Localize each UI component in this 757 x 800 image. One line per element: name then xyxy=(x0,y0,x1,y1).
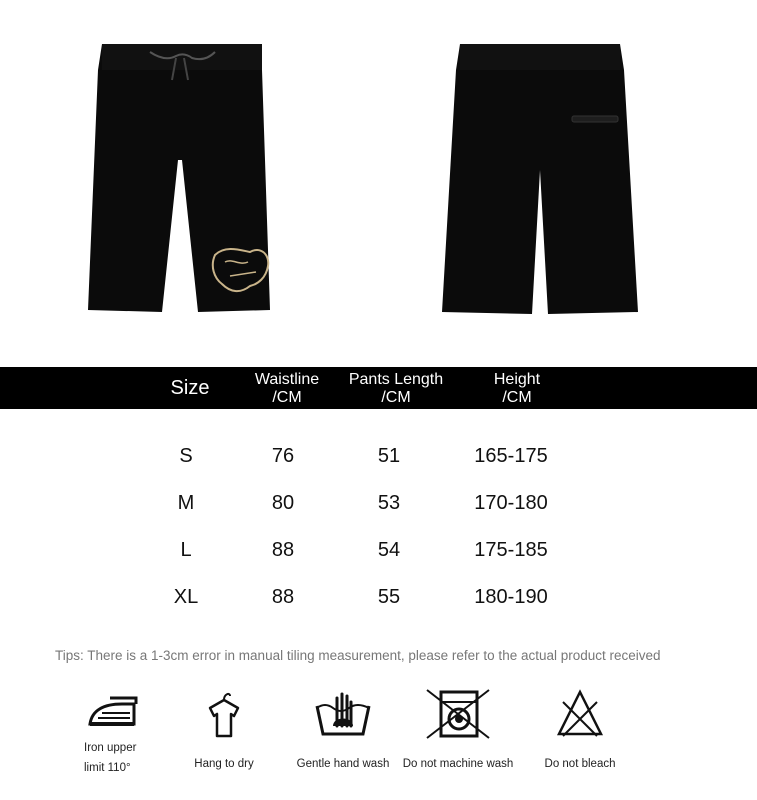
table-row xyxy=(0,492,757,522)
header-height: Height /CM xyxy=(493,371,541,406)
size-table-header xyxy=(0,367,757,409)
header-waistline: Waistline /CM xyxy=(254,371,320,406)
cell-pants-length: 54 xyxy=(377,539,401,561)
table-row xyxy=(0,539,757,569)
cell-height: 165-175 xyxy=(474,445,548,467)
iron-icon xyxy=(82,688,142,734)
care-iron xyxy=(52,688,172,778)
cell-height: 170-180 xyxy=(474,492,548,514)
care-no-bleach xyxy=(520,688,640,774)
iron-label: Iron upper limit 110° xyxy=(84,742,137,774)
cell-pants-length: 55 xyxy=(377,586,401,608)
table-row xyxy=(0,586,757,616)
cell-size: M xyxy=(177,492,195,514)
cell-height: 180-190 xyxy=(474,586,548,608)
cell-waistline: 88 xyxy=(271,586,295,608)
no-machine-wash-icon xyxy=(423,688,493,740)
care-hang xyxy=(164,688,284,774)
measurement-tips: Tips: There is a 1-3cm error in manual tiling measurement, please refer to the actual product received xyxy=(55,648,661,663)
table-row xyxy=(0,445,757,475)
header-pants-length: Pants Length /CM xyxy=(348,371,444,406)
no-machine-label: Do not machine wash xyxy=(402,758,514,770)
hang-dry-icon xyxy=(204,688,244,740)
cell-waistline: 88 xyxy=(271,539,295,561)
header-size: Size xyxy=(170,377,210,399)
cell-waistline: 80 xyxy=(271,492,295,514)
shorts-back-image xyxy=(440,40,640,320)
care-no-machine xyxy=(398,688,518,774)
shorts-front-image xyxy=(80,40,280,320)
cell-size: S xyxy=(179,445,193,467)
cell-pants-length: 51 xyxy=(377,445,401,467)
care-hand-wash xyxy=(283,688,403,774)
cell-pants-length: 53 xyxy=(377,492,401,514)
cell-size: L xyxy=(180,539,192,561)
hand-wash-label: Gentle hand wash xyxy=(296,758,390,770)
cell-size: XL xyxy=(173,586,199,608)
cell-waistline: 76 xyxy=(271,445,295,467)
hang-label: Hang to dry xyxy=(194,758,254,770)
cell-height: 175-185 xyxy=(474,539,548,561)
hand-wash-icon xyxy=(313,688,373,740)
no-bleach-icon xyxy=(555,688,605,740)
no-bleach-label: Do not bleach xyxy=(544,758,616,770)
